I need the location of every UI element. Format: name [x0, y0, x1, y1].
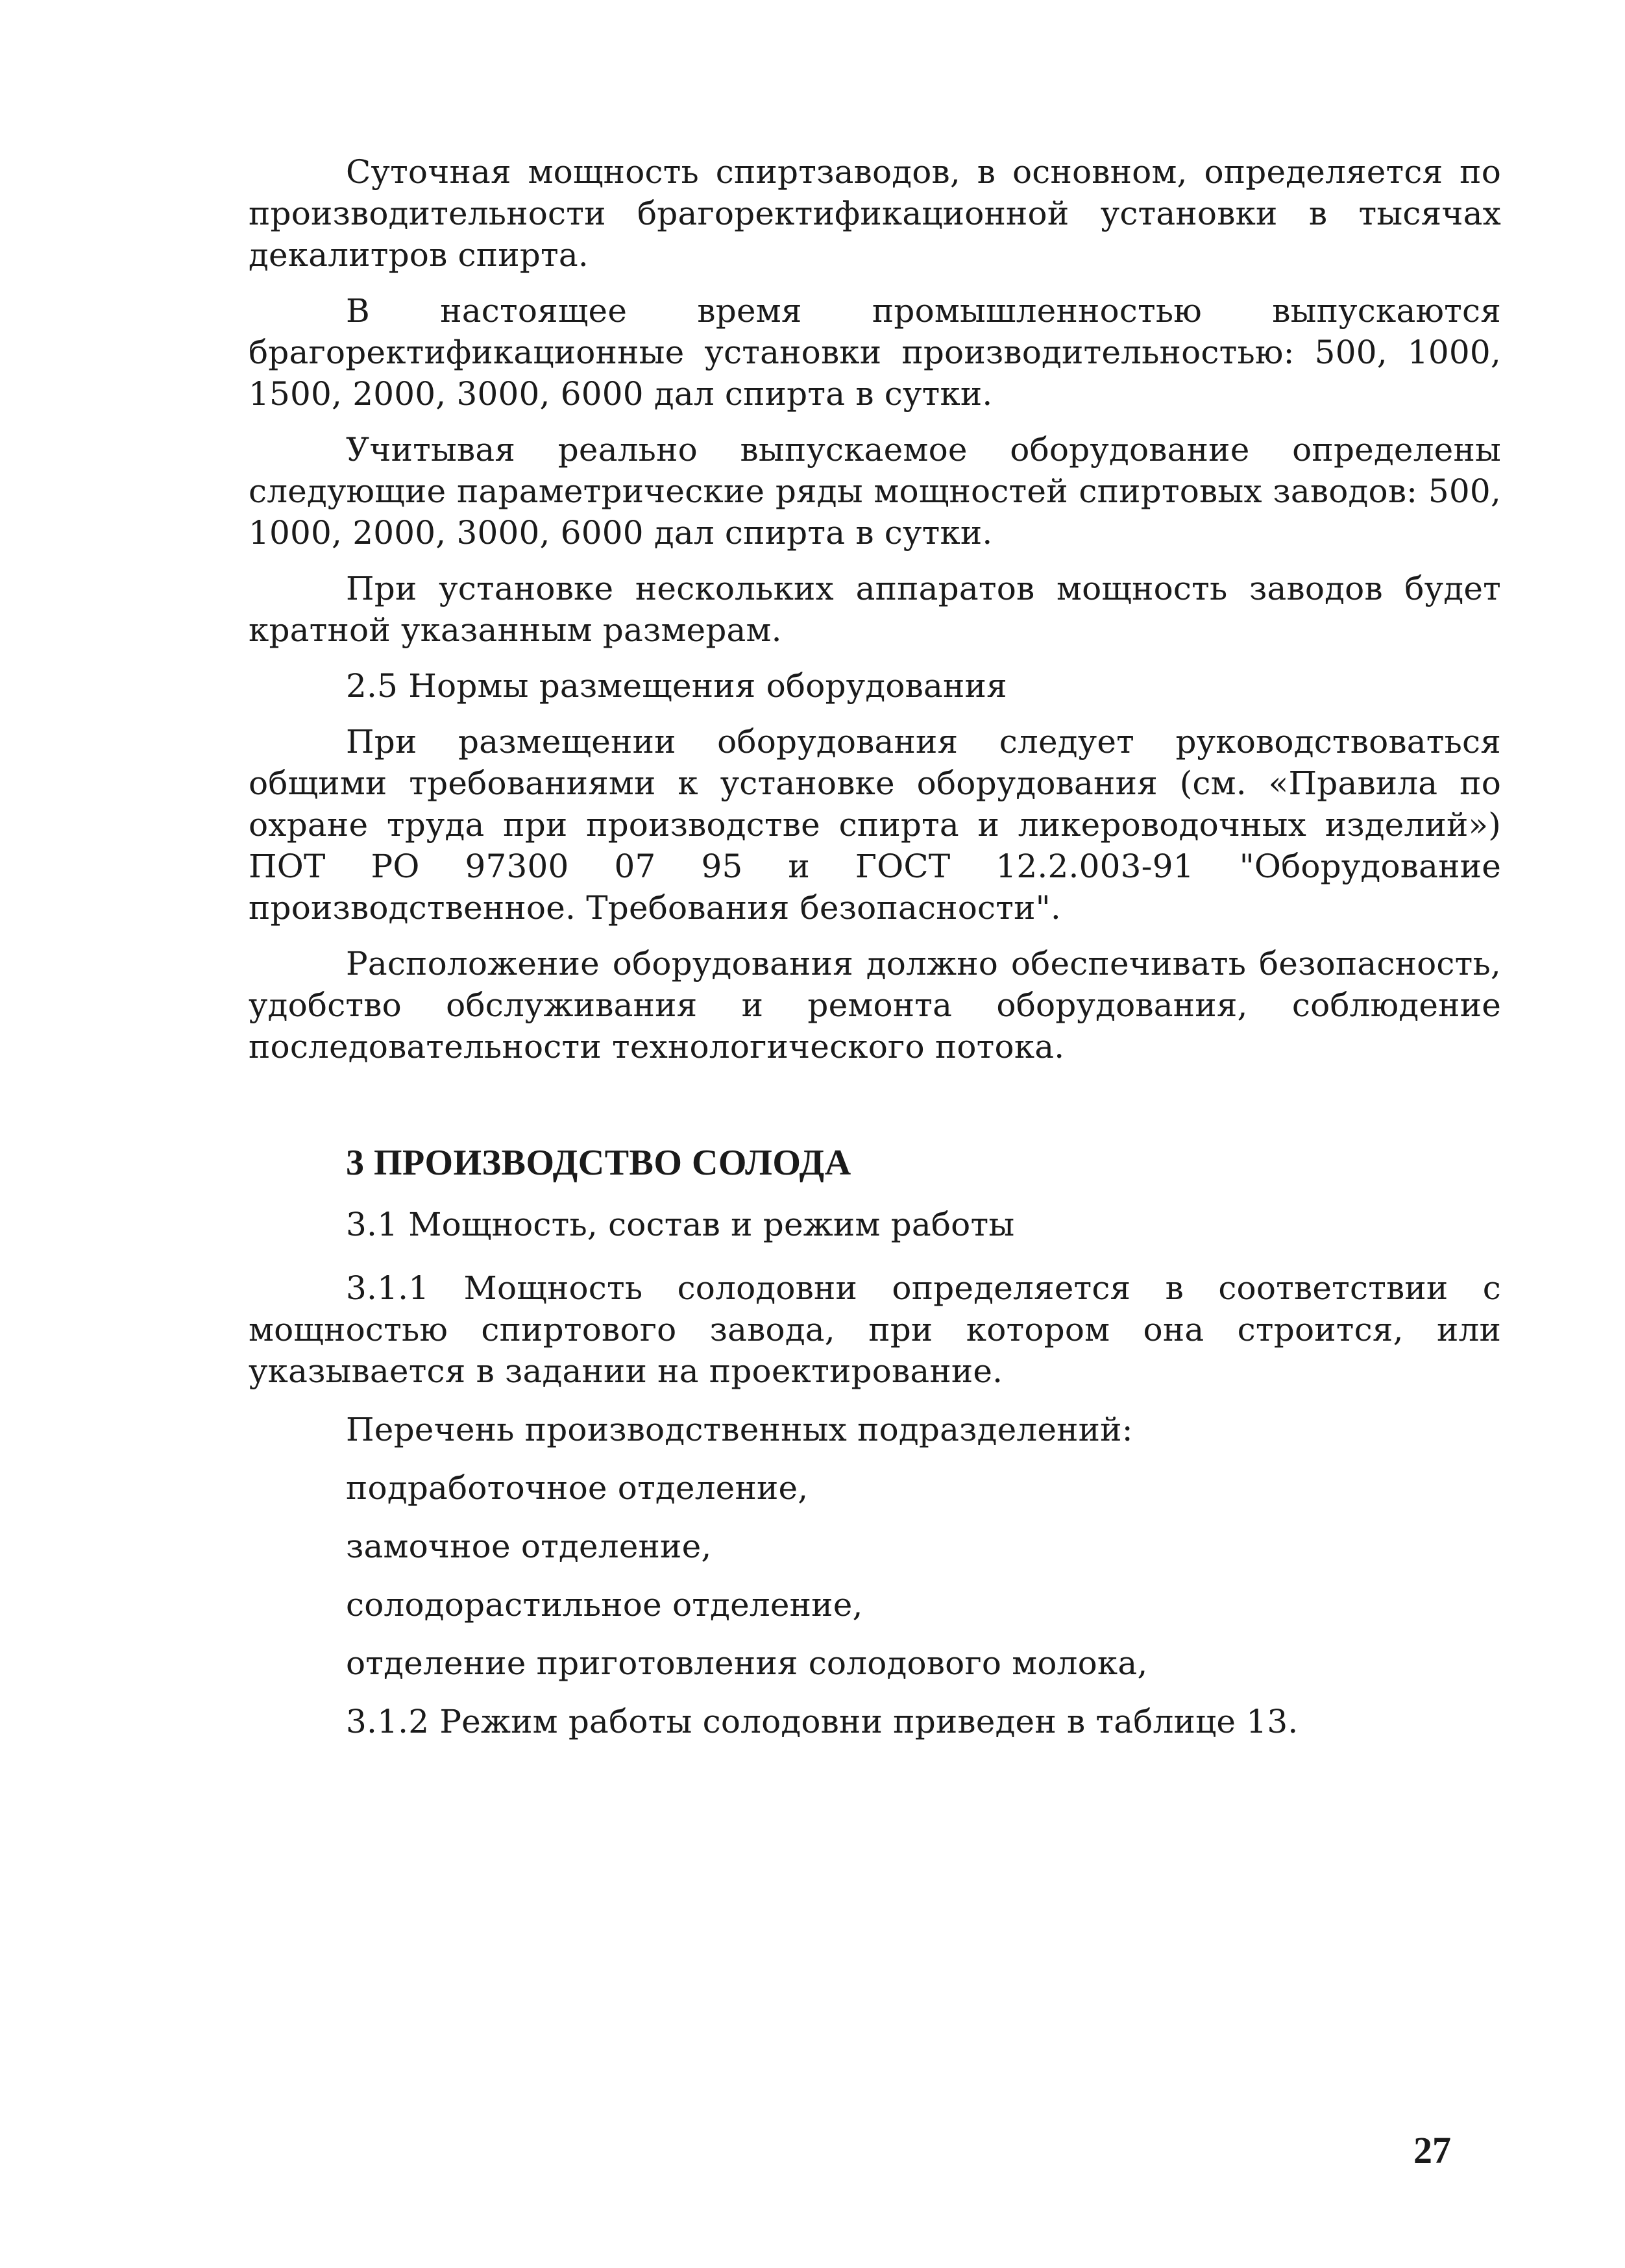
paragraph-daily-capacity: Суточная мощность спиртзаводов, в основном, определяется по производительности брагоректификационной установки в тысячах декалитров спирта.: [249, 153, 1501, 274]
list-intro: Перечень производственных подразделений:: [346, 1411, 1133, 1448]
paragraph-multiple-units: При установке нескольких аппаратов мощность заводов будет кратной указанным размерам.: [249, 570, 1501, 649]
paragraph-parametric-series: Учитывая реально выпускаемое оборудование определены следующие параметрические ряды мощностей спиртовых заводов: 500, 1000, 2000, 3000, 6000 дал спирта в сутки.: [249, 431, 1501, 552]
paragraph-3-1-2: 3.1.2 Режим работы солодовни приведен в таблице 13.: [346, 1703, 1299, 1740]
paragraph-equipment-layout: Расположение оборудования должно обеспечивать безопасность, удобство обслуживания и ремонта оборудования, соблюдение последовательности технологического потока.: [249, 945, 1501, 1066]
paragraph-3-1-1: 3.1.1 Мощность солодовни определяется в соответствии с мощностью спиртового завода, при котором она строится, или указывается в задании на проектирование.: [249, 1269, 1501, 1390]
page-number: 27: [1413, 2129, 1451, 2171]
list-item: отделение приготовления солодового молока,: [346, 1644, 1148, 1682]
subheading-3-1: 3.1 Мощность, состав и режим работы: [346, 1206, 1015, 1243]
paragraph-industry-units: В настоящее время промышленностью выпускаются брагоректификационные установки производительностью: 500, 1000, 1500, 2000, 3000, 6000 дал спирта в сутки.: [249, 292, 1501, 413]
paragraph-placement-rules: При размещении оборудования следует руководствоваться общими требованиями к установке оборудования (см. «Правила по охране труда при производстве спирта и ликероводочных изделий») ПОТ РО 97300 07 95 и ГОСТ 12.2.003-91 "Оборудование производственное. Требования безопасности".: [249, 723, 1501, 927]
list-item: солодорастильное отделение,: [346, 1586, 863, 1624]
list-item: подработочное отделение,: [346, 1469, 809, 1507]
list-item: замочное отделение,: [346, 1528, 712, 1565]
section-2-text: [249, 151, 1501, 1067]
subheading-2-5: 2.5 Нормы размещения оборудования: [346, 667, 1007, 705]
section-3-heading: 3 ПРОИЗВОДСТВО СОЛОДА: [346, 1143, 851, 1183]
section-3-text: [249, 1204, 1501, 1742]
